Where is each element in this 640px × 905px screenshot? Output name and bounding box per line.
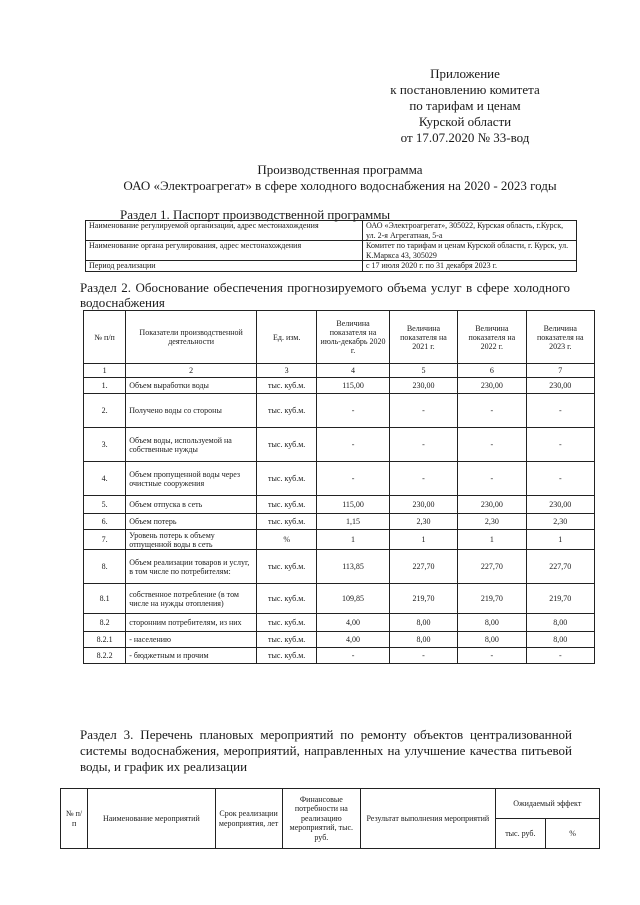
row-unit: тыс. куб.м. — [257, 462, 317, 496]
value-2022: - — [458, 462, 526, 496]
passport-value: Комитет по тарифам и ценам Курской области, г. Курск, ул. К.Маркса 43, 305029 — [363, 241, 577, 261]
passport-label: Период реализации — [86, 261, 363, 272]
header-2020: Величина показателя на июль-декабрь 2020 г. — [317, 311, 389, 364]
column-number: 7 — [526, 364, 594, 378]
table-row — [84, 394, 595, 428]
row-num: 3. — [84, 428, 126, 462]
appendix-line: Приложение — [430, 66, 500, 81]
value-2023: 230,00 — [526, 378, 594, 394]
value-2023: 230,00 — [526, 496, 594, 514]
passport-label: Наименование регулируемой организации, адрес местонахождения — [86, 221, 363, 241]
row-name: - населению — [126, 632, 257, 648]
header-term: Срок реализации мероприятия, лет — [215, 789, 282, 849]
header-2022: Величина показателя на 2022 г. — [458, 311, 526, 364]
table-row — [84, 530, 595, 550]
value-2022: 2,30 — [458, 514, 526, 530]
row-num: 8.2 — [84, 614, 126, 632]
value-2020: 1 — [317, 530, 389, 550]
indicators-table — [83, 310, 595, 664]
row-num: 8. — [84, 550, 126, 584]
appendix-line: Курской области — [418, 114, 512, 129]
row-name: Получено воды со стороны — [126, 394, 257, 428]
header-name: Показатели производственной деятельности — [126, 311, 257, 364]
column-number: 5 — [389, 364, 457, 378]
value-2021: 2,30 — [389, 514, 457, 530]
row-unit: тыс. куб.м. — [257, 514, 317, 530]
row-unit: тыс. куб.м. — [257, 648, 317, 664]
value-2022: - — [458, 648, 526, 664]
row-num: 8.2.1 — [84, 632, 126, 648]
value-2023: - — [526, 648, 594, 664]
row-num: 5. — [84, 496, 126, 514]
row-name: - бюджетным и прочим — [126, 648, 257, 664]
value-2020: 1,15 — [317, 514, 389, 530]
value-2022: - — [458, 428, 526, 462]
row-unit: тыс. куб.м. — [257, 584, 317, 614]
row-unit: тыс. куб.м. — [257, 394, 317, 428]
passport-value: ОАО «Электроагрегат», 305022, Курская область, г.Курск, ул. 2-я Агрегатная, 5-а — [363, 221, 577, 241]
appendix-line: к постановлению комитета — [390, 82, 540, 97]
value-2020: 4,00 — [317, 632, 389, 648]
value-2021: - — [389, 462, 457, 496]
value-2021: 219,70 — [389, 584, 457, 614]
row-name: сторонним потребителям, из них — [126, 614, 257, 632]
row-name: Объем потерь — [126, 514, 257, 530]
table-header-row — [84, 311, 595, 364]
title-line: Производственная программа — [257, 162, 423, 177]
header-unit: Ед. изм. — [257, 311, 317, 364]
passport-label: Наименование органа регулирования, адрес местонахождения — [86, 241, 363, 261]
column-number: 6 — [458, 364, 526, 378]
value-2023: 8,00 — [526, 632, 594, 648]
row-num: 7. — [84, 530, 126, 550]
table-row — [84, 462, 595, 496]
row-unit: тыс. куб.м. — [257, 550, 317, 584]
value-2023: 227,70 — [526, 550, 594, 584]
value-2022: 230,00 — [458, 496, 526, 514]
header-num: № п/п — [84, 311, 126, 364]
value-2023: 2,30 — [526, 514, 594, 530]
table-row — [86, 261, 577, 272]
value-2021: 8,00 — [389, 614, 457, 632]
column-number: 4 — [317, 364, 389, 378]
header-2021: Величина показателя на 2021 г. — [389, 311, 457, 364]
header-effect-pct: % — [546, 819, 600, 849]
value-2022: 1 — [458, 530, 526, 550]
appendix-line: от 17.07.2020 № 33-вод — [400, 130, 530, 145]
passport-table — [85, 220, 577, 272]
value-2020: 113,85 — [317, 550, 389, 584]
row-unit: тыс. куб.м. — [257, 614, 317, 632]
column-number: 3 — [257, 364, 317, 378]
header-effect-rub: тыс. руб. — [495, 819, 545, 849]
appendix-line: по тарифам и ценам — [409, 98, 521, 113]
table-row — [86, 221, 577, 241]
table-row — [84, 550, 595, 584]
table-row — [84, 378, 595, 394]
value-2021: 230,00 — [389, 378, 457, 394]
row-unit: тыс. куб.м. — [257, 632, 317, 648]
column-number-row — [84, 364, 595, 378]
value-2021: - — [389, 648, 457, 664]
header-result: Результат выполнения мероприятий — [361, 789, 496, 849]
value-2021: - — [389, 428, 457, 462]
value-2020: - — [317, 428, 389, 462]
value-2020: 4,00 — [317, 614, 389, 632]
value-2020: - — [317, 648, 389, 664]
row-num: 4. — [84, 462, 126, 496]
row-name: собственное потребление (в том числе на нужды отопления) — [126, 584, 257, 614]
header-finance: Финансовые потребности на реализацию мероприятий, тыс. руб. — [282, 789, 360, 849]
indicators-table-body — [84, 378, 595, 664]
column-number: 2 — [126, 364, 257, 378]
value-2022: 8,00 — [458, 614, 526, 632]
table-row — [84, 584, 595, 614]
row-unit: % — [257, 530, 317, 550]
row-unit: тыс. куб.м. — [257, 378, 317, 394]
table-row — [84, 648, 595, 664]
measures-table — [60, 788, 600, 849]
document-title — [60, 162, 620, 194]
value-2023: - — [526, 394, 594, 428]
title-line: ОАО «Электроагрегат» в сфере холодного водоснабжения на 2020 - 2023 годы — [123, 178, 557, 193]
table-row — [84, 632, 595, 648]
value-2023: - — [526, 462, 594, 496]
table-header-row — [61, 789, 600, 819]
value-2020: 115,00 — [317, 496, 389, 514]
value-2021: 230,00 — [389, 496, 457, 514]
row-num: 8.1 — [84, 584, 126, 614]
table-row — [84, 614, 595, 632]
row-name: Объем выработки воды — [126, 378, 257, 394]
header-2023: Величина показателя на 2023 г. — [526, 311, 594, 364]
value-2020: - — [317, 394, 389, 428]
row-name: Объем реализации товаров и услуг, в том числе по потребителям: — [126, 550, 257, 584]
column-number: 1 — [84, 364, 126, 378]
value-2022: 8,00 — [458, 632, 526, 648]
value-2022: 230,00 — [458, 378, 526, 394]
value-2022: - — [458, 394, 526, 428]
value-2022: 219,70 — [458, 584, 526, 614]
table-row — [84, 514, 595, 530]
value-2020: 109,85 — [317, 584, 389, 614]
row-unit: тыс. куб.м. — [257, 428, 317, 462]
value-2023: - — [526, 428, 594, 462]
table-row — [84, 428, 595, 462]
header-effect: Ожидаемый эффект — [495, 789, 599, 819]
header-num: № п/ п — [61, 789, 88, 849]
value-2020: - — [317, 462, 389, 496]
appendix-block — [360, 66, 570, 146]
value-2023: 1 — [526, 530, 594, 550]
section2-heading: Раздел 2. Обоснование обеспечения прогнозируемого объема услуг в сфере холодного водоснабжения — [80, 280, 570, 310]
passport-value: с 17 июля 2020 г. по 31 декабря 2023 г. — [363, 261, 577, 272]
table-row — [86, 241, 577, 261]
row-unit: тыс. куб.м. — [257, 496, 317, 514]
row-name: Уровень потерь к объему отпущенной воды в сеть — [126, 530, 257, 550]
section3-heading: Раздел 3. Перечень плановых мероприятий по ремонту объектов централизованной системы водоснабжения, мероприятий, направленных на улучшение качества питьевой воды, и график их реализации — [80, 727, 572, 774]
row-num: 1. — [84, 378, 126, 394]
row-num: 6. — [84, 514, 126, 530]
row-name: Объем воды, используемой на собственные нужды — [126, 428, 257, 462]
row-num: 8.2.2 — [84, 648, 126, 664]
section1-heading: Раздел 1. Паспорт производственной программы — [120, 207, 391, 222]
value-2023: 8,00 — [526, 614, 594, 632]
row-num: 2. — [84, 394, 126, 428]
value-2021: 8,00 — [389, 632, 457, 648]
header-name: Наименование мероприятий — [88, 789, 215, 849]
value-2020: 115,00 — [317, 378, 389, 394]
value-2023: 219,70 — [526, 584, 594, 614]
row-name: Объем пропущенной воды через очистные сооружения — [126, 462, 257, 496]
row-name: Объем отпуска в сеть — [126, 496, 257, 514]
value-2021: 227,70 — [389, 550, 457, 584]
table-row — [84, 496, 595, 514]
value-2021: - — [389, 394, 457, 428]
value-2022: 227,70 — [458, 550, 526, 584]
value-2021: 1 — [389, 530, 457, 550]
